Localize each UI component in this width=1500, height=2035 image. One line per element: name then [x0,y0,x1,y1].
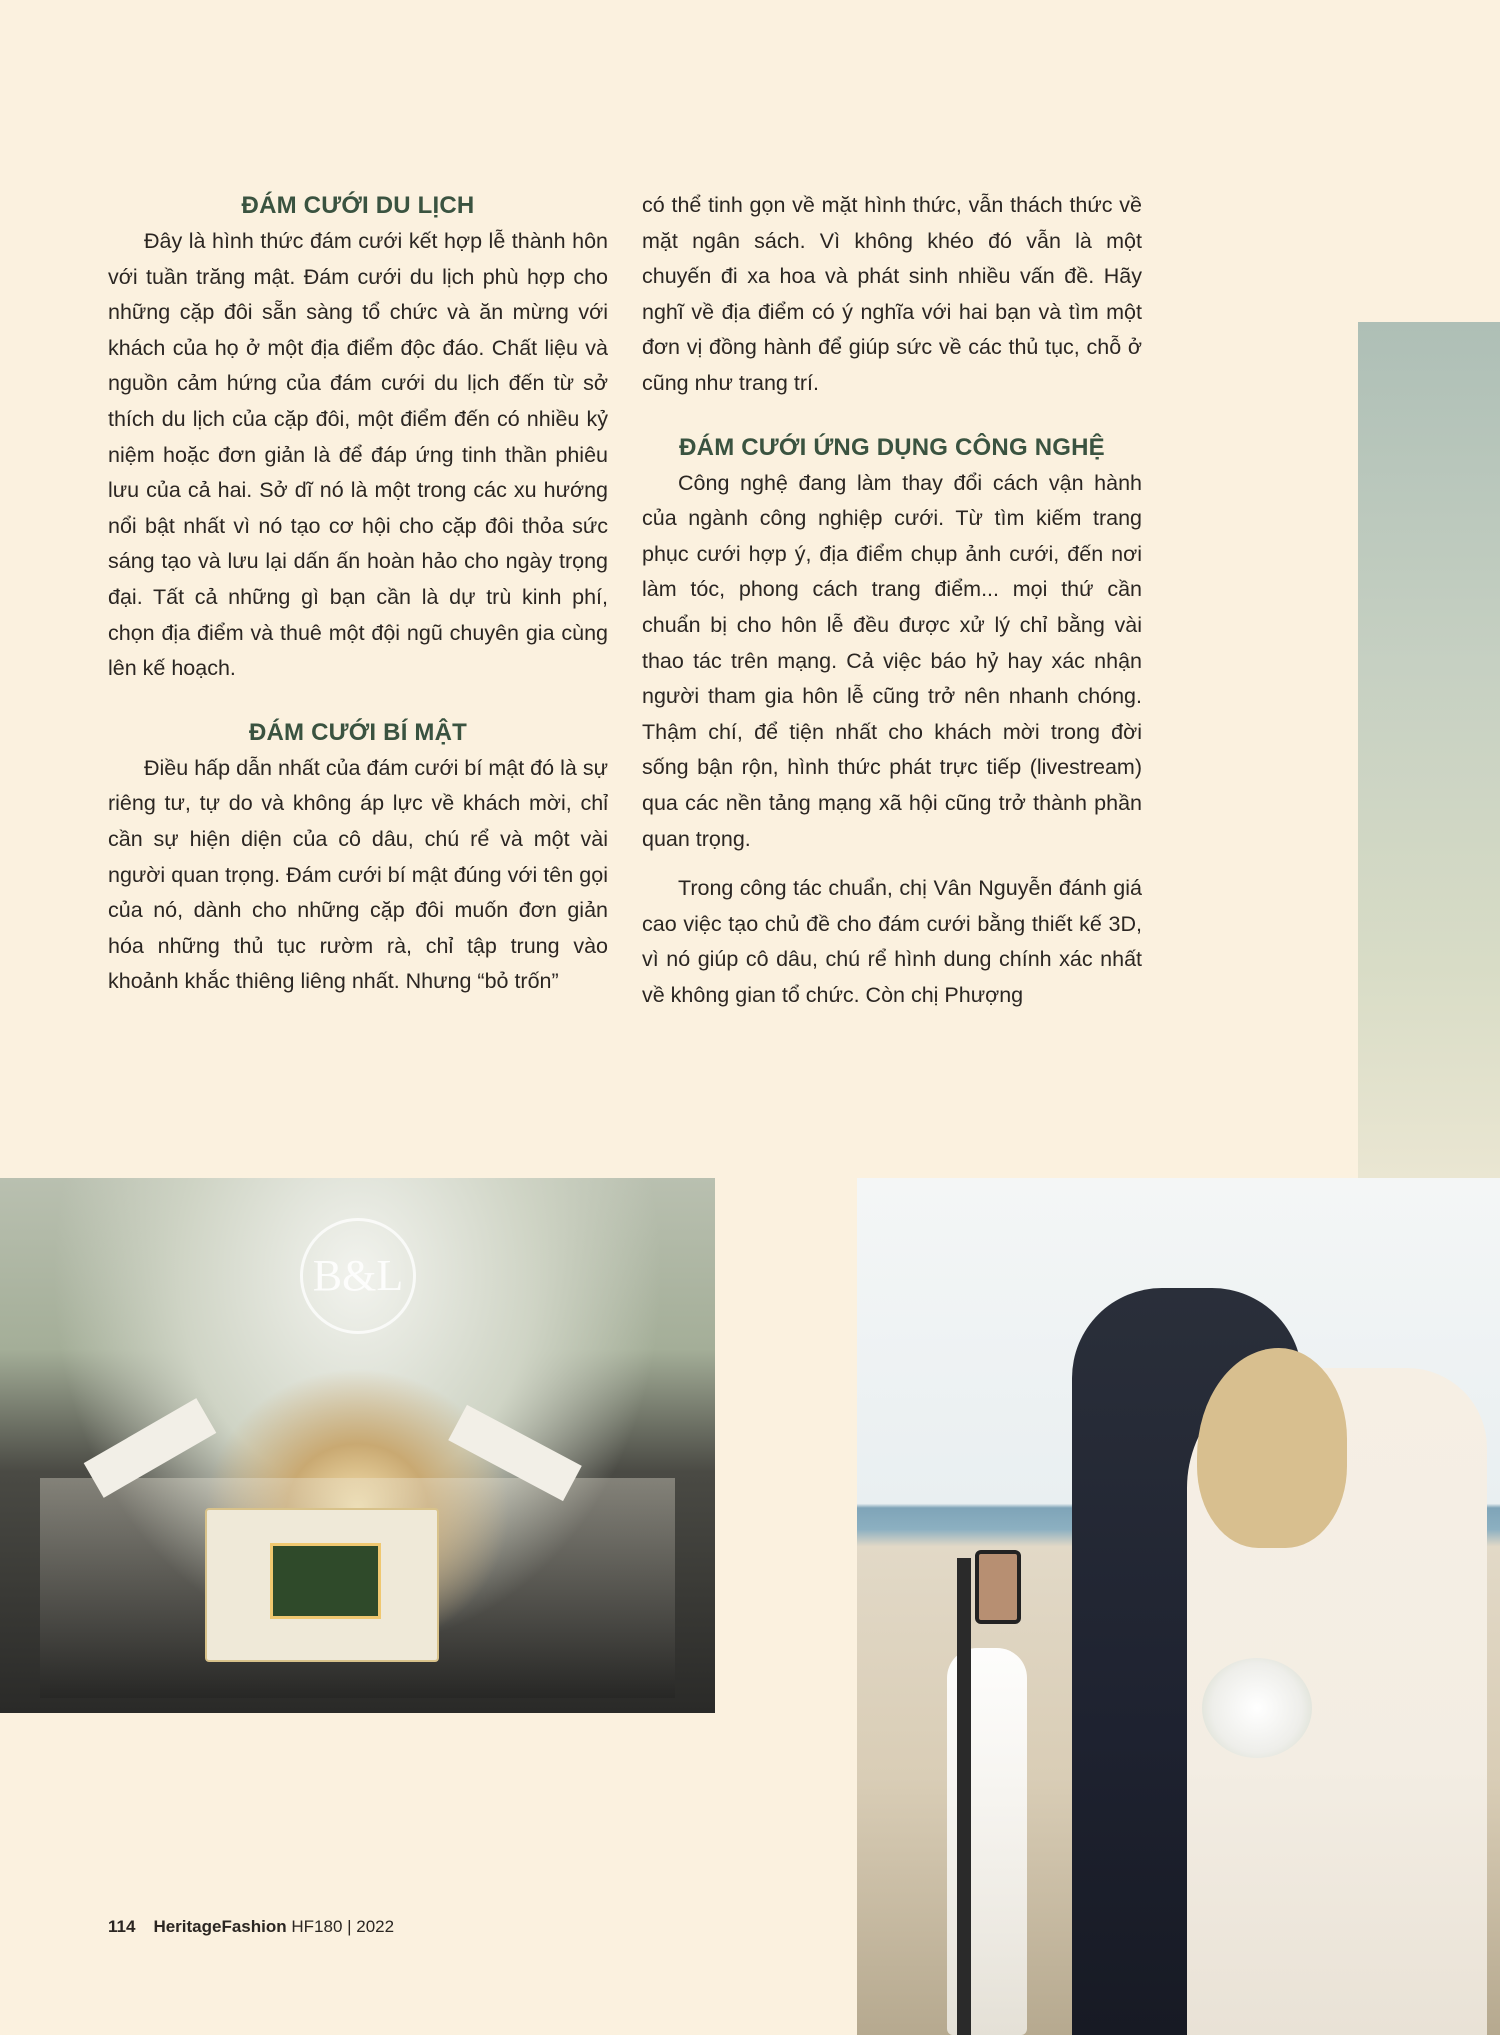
paragraph-tech-wedding-2: Trong công tác chuẩn, chị Vân Nguyễn đánh giá cao việc tạo chủ đề cho đám cưới bằng thiết kế 3D, vì nó giúp cô dâu, chú rể hình dung chính xác nhất về không gian tổ chức. Còn chị Phượng [642,876,1142,1007]
paragraph-secret-wedding: Điều hấp dẫn nhất của đám cưới bí mật đó là sự riêng tư, tự do và không áp lực về khách mời, chỉ cần sự hiện diện của cô dâu, chú rể và một vài người quan trọng. Đám cưới bí mật đúng với tên gọi của nó, dành cho những cặp đôi muốn đơn giản hóa những thủ tục rườm rà, chỉ tập trung vào khoảnh khắc thiêng liêng nhất. Nhưng “bỏ trốn” [108,755,608,994]
smartphone [975,1550,1021,1624]
left-column [108,188,608,1000]
page-footer [108,1917,394,1937]
page-number: 114 [108,1917,136,1936]
hall-centerpiece [270,1543,381,1619]
side-photo-strip [1358,322,1500,1180]
paragraph-destination-wedding: Đây là hình thức đám cưới kết hợp lễ thành hôn với tuần trăng mật. Đám cưới du lịch phù hợp cho những cặp đôi sẵn sàng tổ chức và ăn mừng với khách của họ ở một địa điểm độc đáo. Chất liệu và nguồn cảm hứng của đám cưới du lịch đến từ sở thích du lịch của cặp đôi, một điểm đến có nhiều kỷ niệm hoặc đơn giản là để đáp ứng tinh thần phiêu lưu của cả hai. Sở dĩ nó là một trong các xu hướng nổi bật nhất vì nó tạo cơ hội cho cặp đôi thỏa sức sáng tạo và lưu lại dấn ấn hoàn hảo cho ngày trọng đại. Tất cả những gì bạn cần là dự trù kinh phí, chọn địa điểm và thuê một đội ngũ chuyên gia cùng lên kế hoạch. [108,229,608,681]
issue-label: HF180 | 2022 [291,1917,395,1936]
hall-monogram: B&L [300,1218,416,1334]
wedding-hall-photo [0,1178,715,1713]
section-heading-secret-wedding: ĐÁM CƯỚI BÍ MẬT [248,718,468,746]
bouquet [1202,1658,1312,1758]
phone-tripod [957,1558,971,2035]
couple-livestream-photo [857,1178,1500,2035]
right-column [642,188,1142,1013]
paragraph-continuation: có thể tinh gọn về mặt hình thức, vẫn thách thức về mặt ngân sách. Vì không khéo đó vẫn là một chuyến đi xa hoa và phát sinh nhiều vấn đề. Hãy nghĩ về địa điểm có ý nghĩa với hai bạn và tìm một đơn vị đồng hành để giúp sức về các thủ tục, chỗ ở cũng như trang trí. [642,193,1142,395]
magazine-brand: HeritageFashion [153,1917,287,1936]
section-heading-tech-wedding: ĐÁM CƯỚI ỨNG DỤNG CÔNG NGHỆ [679,433,1105,461]
section-heading-destination-wedding: ĐÁM CƯỚI DU LỊCH [241,192,475,219]
paragraph-tech-wedding-1: Công nghệ đang làm thay đổi cách vận hành của ngành công nghiệp cưới. Từ tìm kiếm trang phục cưới hợp ý, địa điểm chụp ảnh cưới, đến nơi làm tóc, phong cách trang điểm... mọi thứ cần chuẩn bị cho hôn lễ đều được xử lý chỉ bằng vài thao tác trên mạng. Cả việc báo hỷ hay xác nhận người tham gia hôn lễ cũng trở nên nhanh chóng. Thậm chí, để tiện nhất cho khách mời trong đời sống bận rộn, hình thức phát trực tiếp (livestream) qua các nền tảng mạng xã hội cũng trở thành phần quan trọng. [642,470,1142,851]
